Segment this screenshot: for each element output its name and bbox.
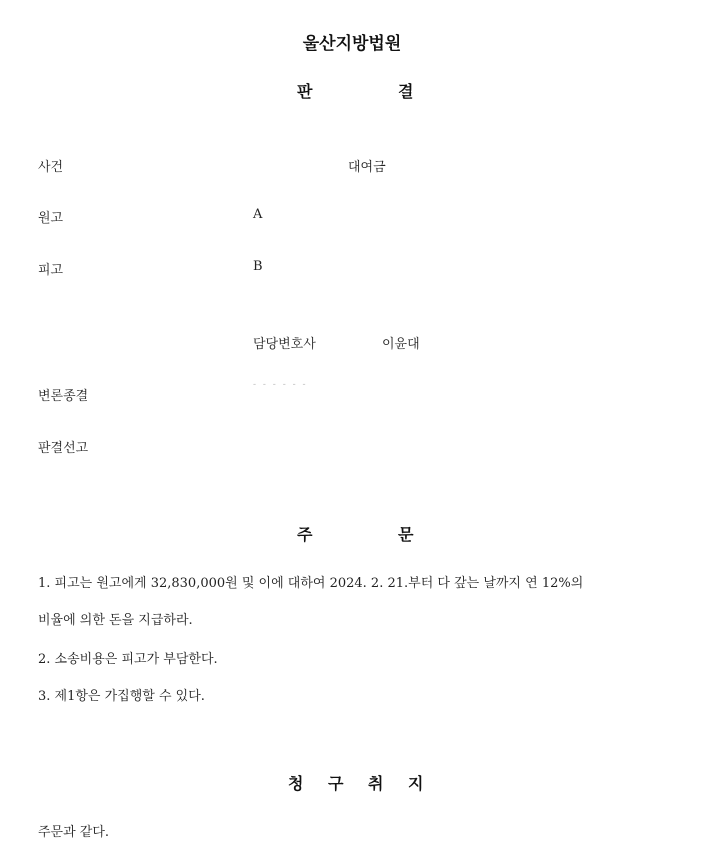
claim-title-char-3: 취 xyxy=(368,774,384,793)
hearing-end-date-redacted: - - - - - - xyxy=(253,380,308,390)
hearing-end-label: 변론종결 xyxy=(38,389,89,404)
claim-title-char-4: 지 xyxy=(408,774,424,793)
counsel-name: 이윤대 xyxy=(382,337,420,352)
doc-title-char-2: 결 xyxy=(398,82,414,101)
order-title-char-2: 문 xyxy=(398,525,414,544)
order-line-2: 비율에 의한 돈을 지급하라. xyxy=(38,613,193,628)
court-name: 울산지방법원 xyxy=(302,34,402,54)
case-label: 사건 xyxy=(38,160,64,175)
counsel-label: 담당변호사 xyxy=(253,337,316,352)
order-line-1: 1. 피고는 원고에게 32,830,000원 및 이에 대하여 2024. 2. 21.부터 다 갚는 날까지 연 12%의 xyxy=(38,576,584,591)
case-value: 대여금 xyxy=(348,160,386,175)
doc-title-char-1: 판 xyxy=(297,82,313,101)
claim-text: 주문과 같다. xyxy=(38,825,110,840)
claim-title-char-2: 구 xyxy=(328,774,344,793)
plaintiff-value: A xyxy=(253,207,263,222)
plaintiff-label: 원고 xyxy=(38,211,64,226)
order-title-char-1: 주 xyxy=(297,525,313,544)
claim-title-char-1: 청 xyxy=(288,774,304,793)
defendant-value: B xyxy=(253,259,263,274)
defendant-label: 피고 xyxy=(38,263,64,278)
order-line-4: 3. 제1항은 가집행할 수 있다. xyxy=(38,689,205,704)
sentence-label: 판결선고 xyxy=(38,441,89,456)
order-line-3: 2. 소송비용은 피고가 부담한다. xyxy=(38,652,218,667)
